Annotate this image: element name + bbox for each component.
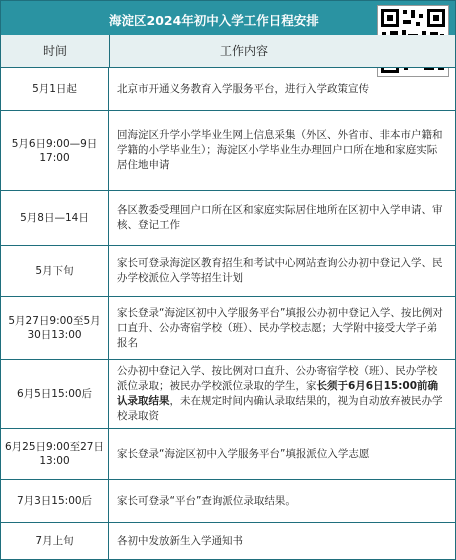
row-content (109, 360, 455, 428)
table-row (1, 429, 455, 480)
table-row (1, 360, 455, 429)
row-time: 5月1日起 (1, 68, 109, 110)
row-time: 5月6日9:00—9日17:00 (1, 111, 109, 190)
row-content: 北京市开通义务教育入学服务平台，进行入学政策宣传 (117, 82, 369, 95)
row-content: 各初中发放新生入学通知书 (117, 534, 243, 547)
row-time: 6月25日9:00至27日13:00 (1, 429, 109, 479)
table-row (1, 297, 455, 360)
row-content: 家长登录“海淀区初中入学服务平台”填报派位入学志愿 (117, 447, 370, 460)
table-row (1, 480, 455, 523)
row-content: 各区教委受理回户口所在区和家庭实际居住地所在区初中入学申请、审核、登记工作 (117, 204, 443, 231)
row-time: 7月上旬 (1, 523, 109, 559)
row-content: 回海淀区升学小学毕业生网上信息采集（外区、外省市、非本市户籍和学籍的小学毕业生）；海淀区小学毕业生办理回户口所在地和家庭实际居住地申请 (117, 129, 443, 171)
row-content-text-tail: ，未在规定时间内确认录取结果的，视为自动放弃被民办学校录取资 (117, 395, 443, 422)
header-time: 时间 (1, 35, 110, 67)
row-content-text: 公办初中登记入学、按比例对口直升、公办寄宿学校（班）、民办学校派位录取；被民办学校派位录取的学生，家 (117, 365, 438, 392)
header-content: 工作内容 (219, 44, 268, 58)
row-content: 家长可登录“平台”查询派位录取结果。 (117, 494, 296, 507)
table-row (1, 523, 455, 559)
row-time: 5月8日—14日 (1, 191, 109, 245)
table-row (1, 111, 455, 191)
row-time: 5月下旬 (1, 246, 109, 296)
table-row (1, 191, 455, 246)
row-time: 6月5日15:00后 (1, 360, 109, 428)
table-header (1, 35, 455, 68)
row-content: 家长可登录海淀区教育招生和考试中心网站查询公办初中登记入学、民办学校派位入学等招生计划 (117, 257, 443, 284)
row-content-emphasis: 长须于6月6日15:00前确认录取结果 (117, 380, 439, 407)
row-time: 5月27日9:00至5月30日13:00 (1, 297, 109, 359)
page-title: 海淀区2024年初中入学工作日程安排 (109, 13, 319, 28)
row-time: 7月3日15:00后 (1, 480, 109, 522)
row-content: 家长登录“海淀区初中入学服务平台”填报公办初中登记入学、按比例对口直升、公办寄宿学校（班）、民办学校志愿；大学附中接受大学子弟报名 (117, 306, 443, 349)
table-row (1, 246, 455, 297)
table-row (1, 68, 455, 111)
